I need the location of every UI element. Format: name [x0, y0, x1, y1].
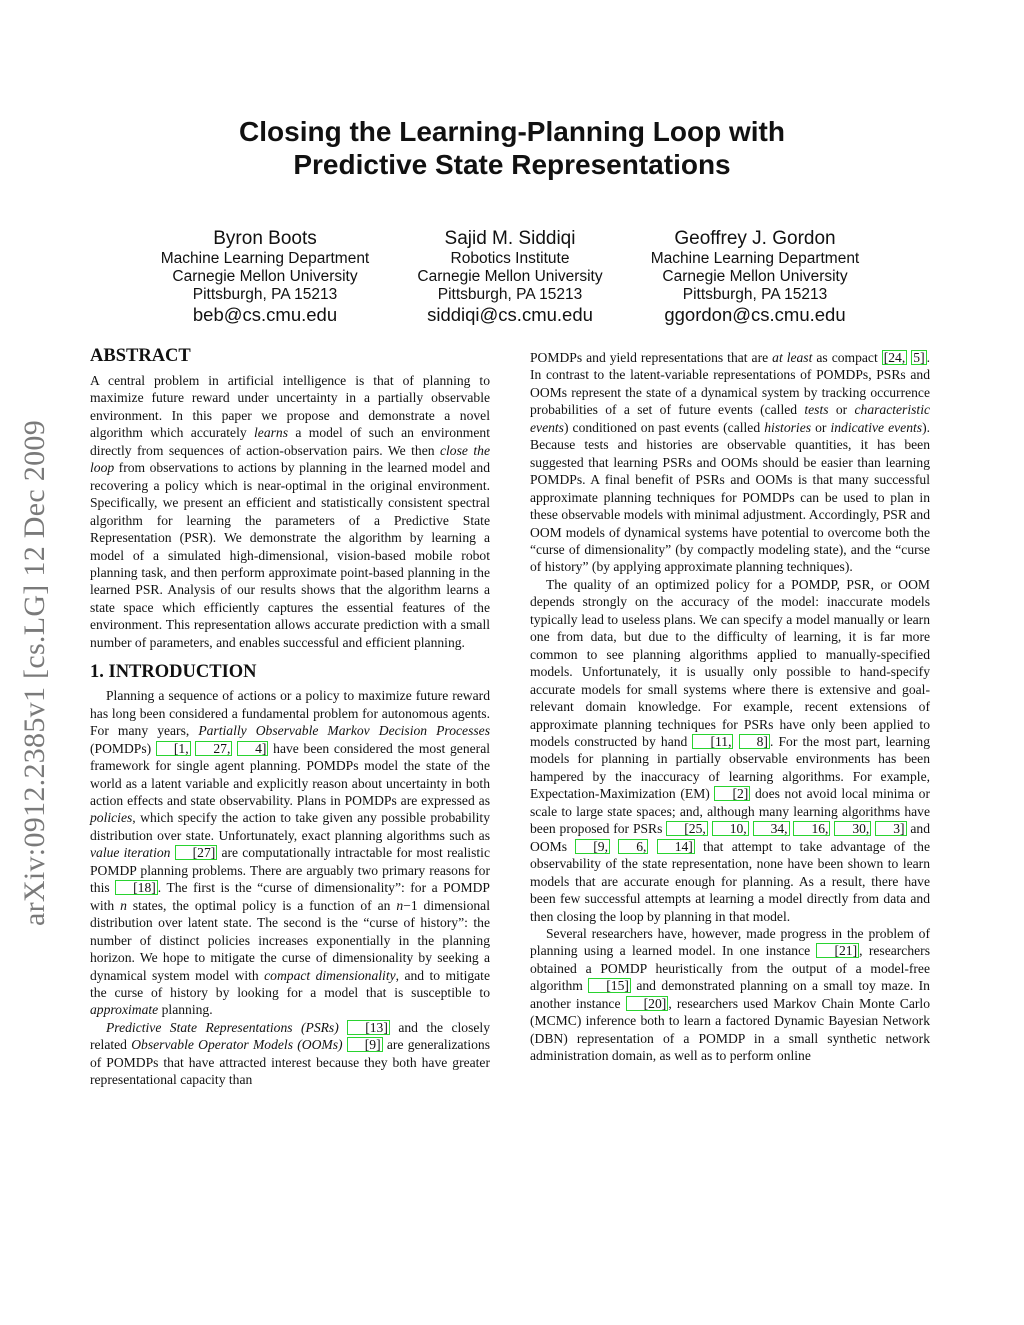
citation-link[interactable]: [25, — [666, 821, 708, 836]
author-block-3 — [620, 228, 890, 326]
author-block-2 — [375, 228, 645, 326]
author-dept: Machine Learning Department — [650, 250, 860, 267]
title-line-1: Closing the Learning-Planning Loop with — [239, 116, 785, 147]
citation-link[interactable]: 4] — [237, 741, 268, 756]
author-email: siddiqi@cs.cmu.edu — [427, 304, 593, 325]
citation-link[interactable]: 8] — [739, 734, 770, 749]
citation-link[interactable]: 14] — [657, 839, 695, 854]
citation-link[interactable]: [9, — [575, 839, 610, 854]
author-name: Byron Boots — [213, 228, 317, 249]
author-city: Pittsburgh, PA 15213 — [437, 286, 583, 303]
right-paragraph-1: POMDPs and yield representations that are at least as compact [24, 5] . In contrast to the latent-variable representations of POMDPs, PSRs and OOMs represent the state of a dynamical system by tracking occurrence probabilities of a set of future events (called tests or characteristic events) conditioned on past events (called histories or indicative events). Because tests and histories are observable quantities, it has been suggested that learning PSRs and OOMs should be easier than learning POMDPs. A final benefit of PSRs and OOMs is that many successful approximate planning techniques for POMDPs can be used to plan in these observable models with minimal adjustment. Accordingly, PSR and OOM models of dynamical systems have potential to overcome both the “curse of dimensionality” (by compactly modeling state), and the “curse of history” (by applying approximate planning techniques). — [530, 350, 931, 575]
citation-link[interactable]: 16, — [793, 821, 830, 836]
right-paragraph-3: Several researchers have, however, made progress in the problem of planning using a learned model. In one instance [21] , researchers obtained a POMDP heuristically from the output of a model-free algorithm [15] and demonstrated planning on a small toy maze. In another instance [20] , researchers used Markov Chain Monte Carlo (MCMC) inference both to learn a factored Dynamic Bayesian Network (DBN) representation of a POMDP in a small synthetic network administration domain, as well as to perform online — [530, 925, 930, 1064]
citation-link[interactable]: [21] — [816, 943, 859, 958]
citation-link[interactable]: [2] — [714, 786, 750, 801]
left-column — [90, 345, 490, 1089]
citation-link[interactable]: [24, — [883, 350, 906, 365]
introduction-heading: 1. INTRODUCTION — [90, 662, 257, 683]
citation-link[interactable]: [9] — [347, 1037, 383, 1052]
author-dept: Robotics Institute — [450, 250, 570, 267]
citation-link[interactable]: [15] — [588, 978, 631, 993]
citation-link[interactable]: [11, — [692, 734, 733, 749]
citation-link[interactable]: 34, — [753, 821, 790, 836]
citation-link[interactable]: 27, — [195, 741, 232, 756]
citation-link[interactable]: 3] — [875, 821, 906, 836]
author-univ: Carnegie Mellon University — [662, 268, 848, 285]
title-line-2: Predictive State Representations — [293, 149, 731, 180]
citation-link[interactable]: [13] — [347, 1020, 390, 1035]
citation-link[interactable]: [20] — [626, 996, 669, 1011]
arxiv-identifier-stamp: arXiv:0912.2385v1 [cs.LG] 12 Dec 2009 — [18, 420, 51, 926]
citation-link[interactable]: [1, — [156, 741, 191, 756]
author-name: Sajid M. Siddiqi — [444, 228, 576, 249]
intro-paragraph-2: Predictive State Representations (PSRs) [13] and the closely related Observable Operator Models (OOMs) [9] are generalizations of POMDPs that have attracted interest because they both have greater representational capacity than — [90, 1019, 490, 1088]
abstract-heading: ABSTRACT — [90, 346, 191, 366]
abstract-paragraph: A central problem in artificial intelligence is that of planning to maximize future reward under uncertainty in a partially observable environment. In this paper we propose and demonstrate a novel algorithm which accurately learns a model of such an environment directly from sequences of action-observation pairs. We then close the loop from observations to actions by planning in the learned model and recovering a policy which is near-optimal in the original environment. Specifically, we present an efficient and statistically consistent spectral algorithm for learning the parameters of a Predictive State Representation (PSR). We demonstrate the algorithm by learning a model of a simulated high-dimensional, vision-based mobile robot planning task, and then perform approximate point-based planning in the learned PSR. Analysis of our results shows that the algorithm learns a state space which efficiently captures the essential features of the environment. This representation allows accurate prediction with a small number of parameters, and enables successful and efficient planning. — [90, 373, 491, 650]
author-name: Geoffrey J. Gordon — [674, 228, 836, 249]
citation-link[interactable]: 5] — [913, 350, 925, 365]
author-city: Pittsburgh, PA 15213 — [682, 286, 828, 303]
author-dept: Machine Learning Department — [160, 250, 370, 267]
author-block-1 — [130, 228, 400, 326]
author-univ: Carnegie Mellon University — [417, 268, 603, 285]
citation-link[interactable]: 10, — [712, 821, 749, 836]
author-email: beb@cs.cmu.edu — [192, 304, 338, 325]
author-univ: Carnegie Mellon University — [172, 268, 358, 285]
citation-link[interactable]: [18] — [115, 880, 158, 895]
citation-link[interactable]: 6, — [618, 839, 648, 854]
author-city: Pittsburgh, PA 15213 — [192, 286, 338, 303]
right-column — [530, 349, 930, 1065]
citation-link[interactable]: 30, — [834, 821, 871, 836]
citation-link[interactable]: [27] — [175, 845, 218, 860]
intro-paragraph-1: Planning a sequence of actions or a policy to maximize future reward has long been considered a fundamental problem for autonomous agents. For many years, Partially Observable Markov Decision Processes (POMDPs) [1, 27, 4] have been considered the most general framework for single agent planning. POMDPs model the state of the world as a latent variable and explicitly reason about uncertainty in both action effects and state observability. Plans in POMDPs are expressed as policies, which specify the action to take given any possible probability distribution over state. Unfortunately, exact planning algorithms such as value iteration [27] are computationally intractable for most realistic POMDP planning problems. There are arguably two primary reasons for this [18] . The first is the “curse of dimensionality”: for a POMDP with n states, the optimal policy is a function of an n−1 dimensional distribution over latent state. The second is the “curse of history”: the number of distinct policies increases exponentially in the planning horizon. We hope to mitigate the curse of dimensionality by seeking a dynamical system model with compact dimensionality, and to mitigate the curse of history by looking for a model that is susceptible to approximate planning. — [90, 688, 491, 1018]
right-paragraph-2: The quality of an optimized policy for a POMDP, PSR, or OOM depends strongly on the accuracy of the model: inaccurate models typically lead to useless plans. We can specify a model manually or learn one from data, but due to the difficulty of learning, it is far more common to see planning algorithms applied to manually-specified models. Unfortunately, it is usually only possible to hand-specify accurate models for small systems where there is extensive and goal-relevant domain knowledge. For example, recent extensions of approximate planning techniques for PSRs have only been applied to models constructed by hand [11, 8] . For the most part, learning models for planning in partially observable environments has been hampered by the inaccuracy of learning algorithms. For example, Expectation-Maximization (EM) [2] does not avoid local minima or scale to large state spaces; and, although many learning algorithms have been proposed for PSRs [25, 10, 34, 16, 30, 3] and OOMs [9, 6, 14] that attempt to take advantage of the observability of the state representation, none have been shown to learn models that are accurate enough for planning. As a result, there have been few successful attempts at learning a model directly from data and then closing the loop by planning in that model. — [530, 576, 931, 924]
author-email: ggordon@cs.cmu.edu — [664, 304, 846, 325]
paper-title — [0, 115, 1024, 181]
